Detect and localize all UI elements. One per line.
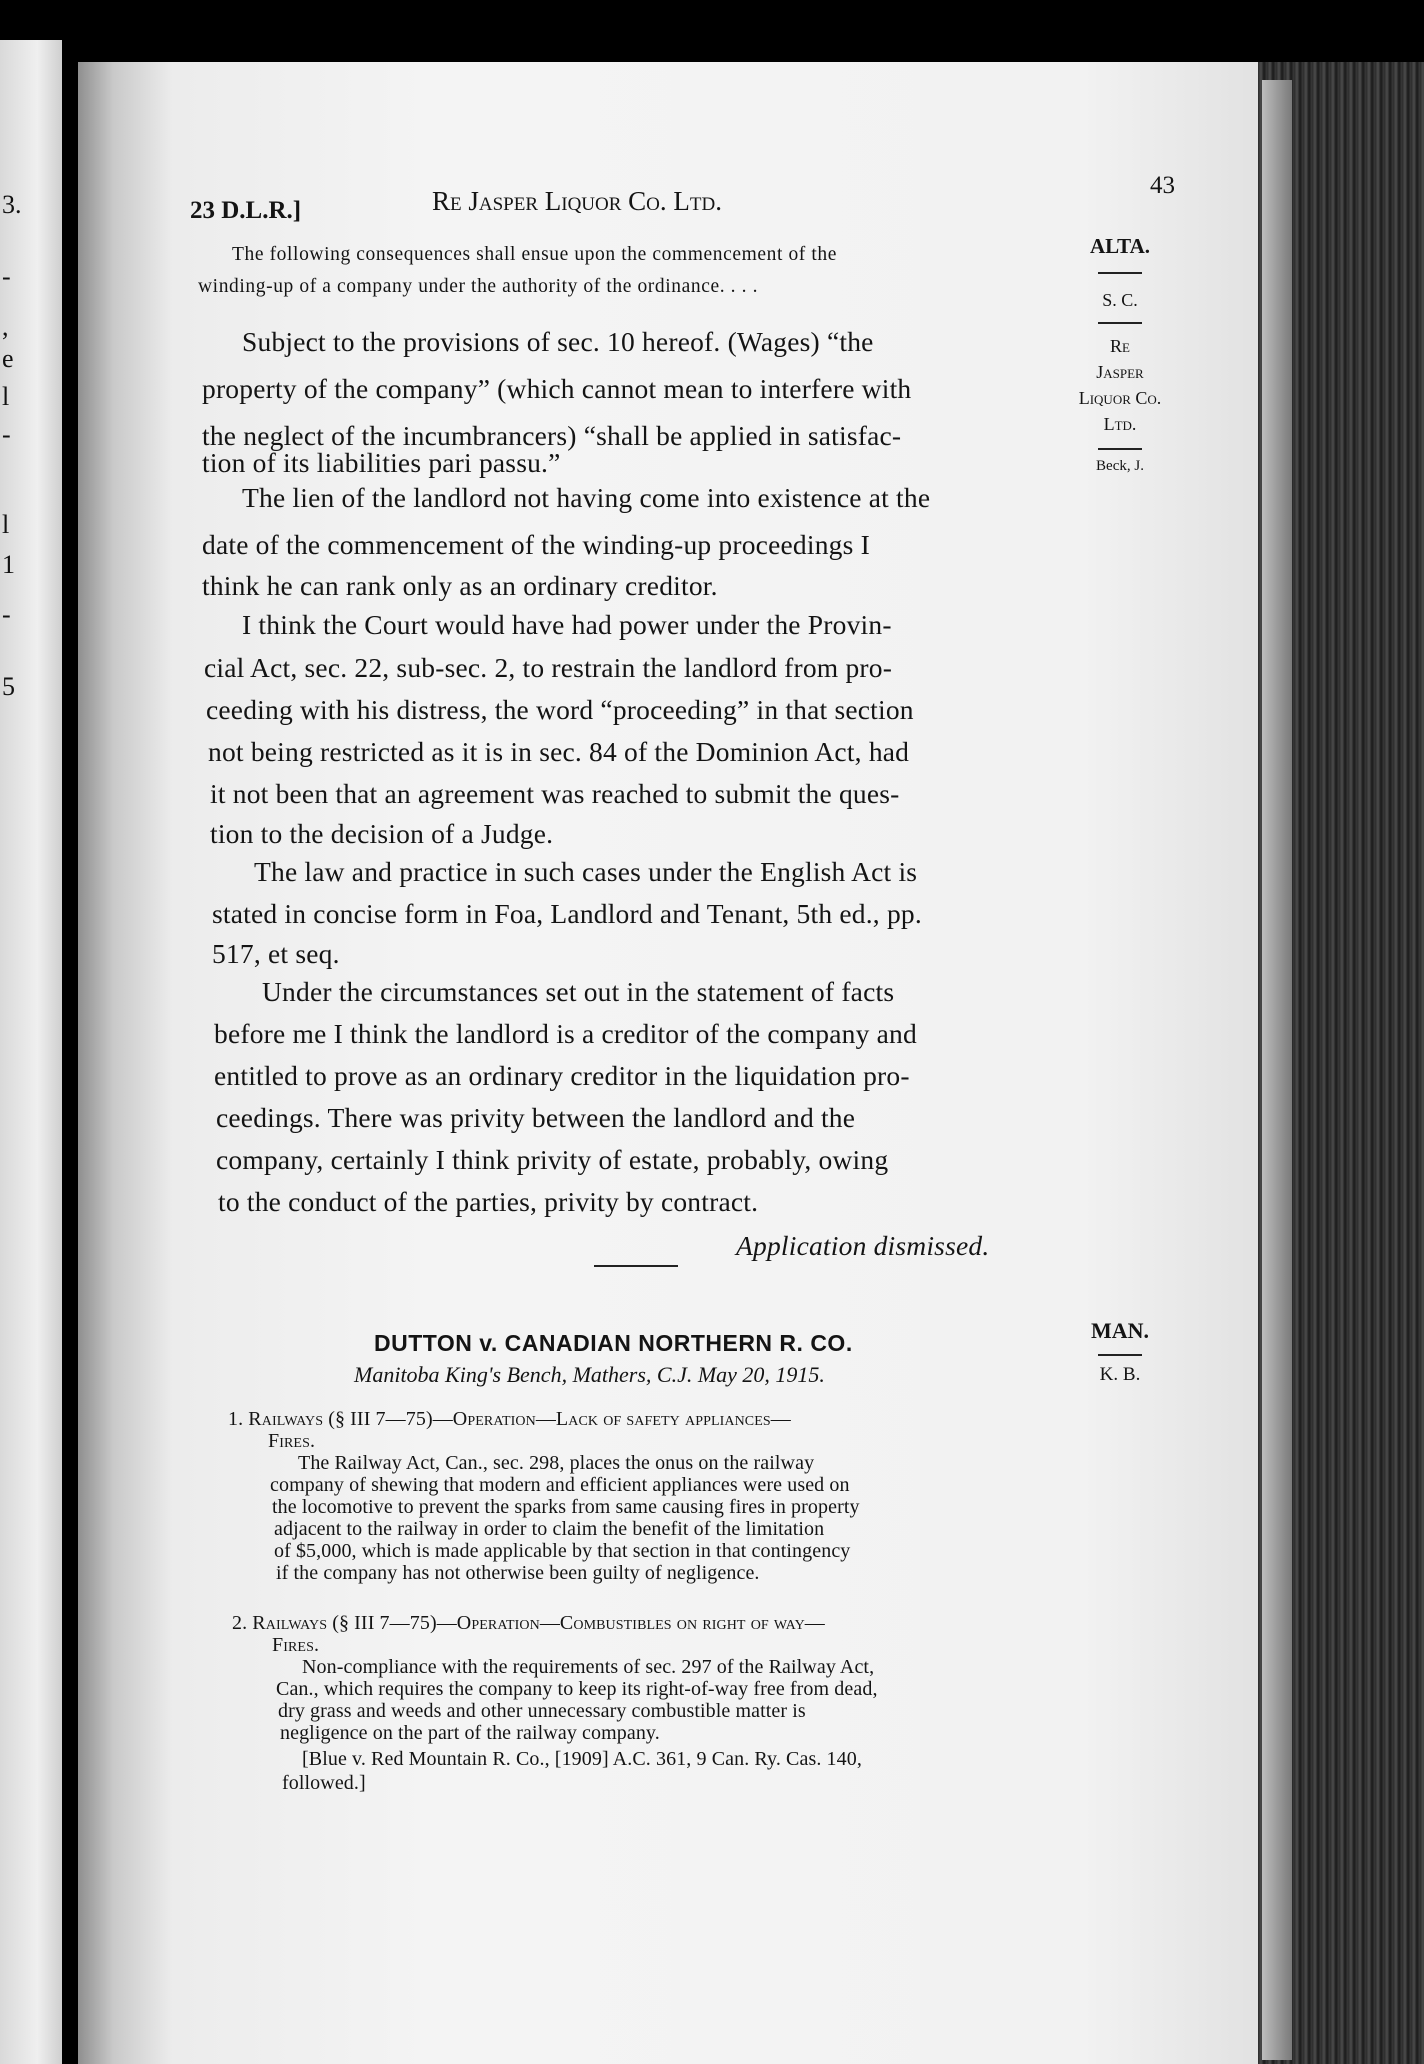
headnote-text: of $5,000, which is made applicable by that section in that contingency xyxy=(274,1540,851,1562)
margin-rule xyxy=(1098,1354,1142,1356)
body-line: stated in concise form in Foa, Landlord and Tenant, 5th ed., pp. xyxy=(212,898,922,929)
body-line: before me I think the landlord is a creditor of the company and xyxy=(214,1018,917,1049)
body-line: think he can rank only as an ordinary creditor. xyxy=(202,570,718,601)
body-line: The law and practice in such cases under the English Act is xyxy=(254,856,918,887)
facing-page-mark: 1 xyxy=(2,550,15,579)
quote-line: winding-up of a company under the authority of the ordinance. . . . xyxy=(198,276,759,297)
margin-rule xyxy=(1098,448,1142,450)
volume-reference: 23 D.L.R.] xyxy=(190,197,302,224)
section-divider xyxy=(594,1265,678,1267)
margin-jurisdiction-second: MAN. xyxy=(1090,1318,1150,1343)
body-line: tion to the decision of a Judge. xyxy=(210,818,554,849)
margin-court-second: K. B. xyxy=(1099,1364,1141,1385)
body-line: the neglect of the incumbrancers) “shall be applied in satisfac- xyxy=(202,420,902,451)
headnote-citation: [Blue v. Red Mountain R. Co., [1909] A.C. 361, 9 Can. Ry. Cas. 140, xyxy=(302,1748,862,1770)
headnote-text: Non-compliance with the requirements of sec. 297 of the Railway Act, xyxy=(302,1656,875,1678)
body-line: entitled to prove as an ordinary creditor in the liquidation pro- xyxy=(214,1060,910,1091)
facing-page-mark: e xyxy=(2,344,14,373)
headnote-heading: 2. Railways (§ III 7—75)—Operation—Combustibles on right of way— xyxy=(232,1612,825,1634)
body-line: 517, et seq. xyxy=(212,938,340,969)
body-line: Under the circumstances set out in the statement of facts xyxy=(262,976,895,1007)
headnote-heading: 1. Railways (§ III 7—75)—Operation—Lack of safety appliances— xyxy=(228,1408,791,1430)
headnote-text: adjacent to the railway in order to claim the benefit of the limitation xyxy=(274,1518,825,1540)
facing-page-mark: 3. xyxy=(2,190,22,219)
headnote-heading: Fires. xyxy=(272,1634,320,1656)
facing-page-mark: - xyxy=(2,262,11,291)
page-number: 43 xyxy=(1150,172,1175,199)
facing-page-mark: , xyxy=(2,312,9,341)
body-line: tion of its liabilities pari passu.” xyxy=(202,447,561,478)
body-line: to the conduct of the parties, privity by contract. xyxy=(218,1186,759,1217)
headnote-heading: Fires. xyxy=(268,1430,316,1452)
headnote-text: company of shewing that modern and efficient appliances were used on xyxy=(270,1474,850,1496)
margin-case-name-line: Re xyxy=(1110,336,1130,356)
book-page-edges-highlight xyxy=(1262,80,1292,2060)
margin-case-name-line: Liquor Co. xyxy=(1078,388,1162,408)
headnote-text: if the company has not otherwise been guilty of negligence. xyxy=(276,1562,760,1584)
headnote-text: Can., which requires the company to keep its right-of-way free from dead, xyxy=(276,1678,878,1700)
body-line: ceeding with his distress, the word “proceeding” in that section xyxy=(206,694,914,725)
body-line: I think the Court would have had power under the Provin- xyxy=(242,609,892,640)
body-line: Subject to the provisions of sec. 10 hereof. (Wages) “the xyxy=(242,326,874,357)
margin-rule xyxy=(1098,322,1142,324)
body-line: company, certainly I think privity of estate, probably, owing xyxy=(216,1144,889,1175)
headnote-citation: followed.] xyxy=(282,1772,366,1794)
disposition: Application dismissed. xyxy=(736,1230,990,1261)
quote-line: The following consequences shall ensue upon the commencement of the xyxy=(232,244,837,265)
case-title: DUTTON v. CANADIAN NORTHERN R. CO. xyxy=(374,1330,853,1356)
body-line: property of the company” (which cannot mean to interfere with xyxy=(202,373,912,404)
court-line: Manitoba King's Bench, Mathers, C.J. May 20, 1915. xyxy=(354,1362,825,1387)
body-line: date of the commencement of the winding-up proceedings I xyxy=(202,529,870,560)
margin-case-name-line: Jasper xyxy=(1096,362,1144,382)
headnote-text: The Railway Act, Can., sec. 298, places the onus on the railway xyxy=(298,1452,815,1474)
facing-page-mark: l xyxy=(2,382,10,411)
facing-page-mark: 5 xyxy=(2,672,15,701)
body-line: not being restricted as it is in sec. 84 of the Dominion Act, had xyxy=(208,736,910,767)
facing-page-mark: - xyxy=(2,420,11,449)
margin-jurisdiction: ALTA. xyxy=(1089,234,1151,258)
margin-rule xyxy=(1098,272,1142,274)
running-title: Re Jasper Liquor Co. Ltd. xyxy=(432,186,722,216)
body-line: ceedings. There was privity between the landlord and the xyxy=(216,1102,856,1133)
facing-page-mark: - xyxy=(2,600,11,629)
headnote-text: negligence on the part of the railway company. xyxy=(280,1722,660,1744)
body-line: cial Act, sec. 22, sub-sec. 2, to restrain the landlord from pro- xyxy=(204,652,893,683)
facing-page-mark: l xyxy=(2,510,10,539)
body-line: it not been that an agreement was reached to submit the ques- xyxy=(210,778,900,809)
headnote-text: dry grass and weeds and other unnecessary combustible matter is xyxy=(278,1700,806,1722)
margin-court: S. C. xyxy=(1102,290,1138,310)
body-line: The lien of the landlord not having come into existence at the xyxy=(242,482,931,513)
margin-judge: Beck, J. xyxy=(1096,458,1144,474)
headnote-text: the locomotive to prevent the sparks from same causing fires in property xyxy=(272,1496,860,1518)
margin-case-name-line: Ltd. xyxy=(1103,414,1137,434)
